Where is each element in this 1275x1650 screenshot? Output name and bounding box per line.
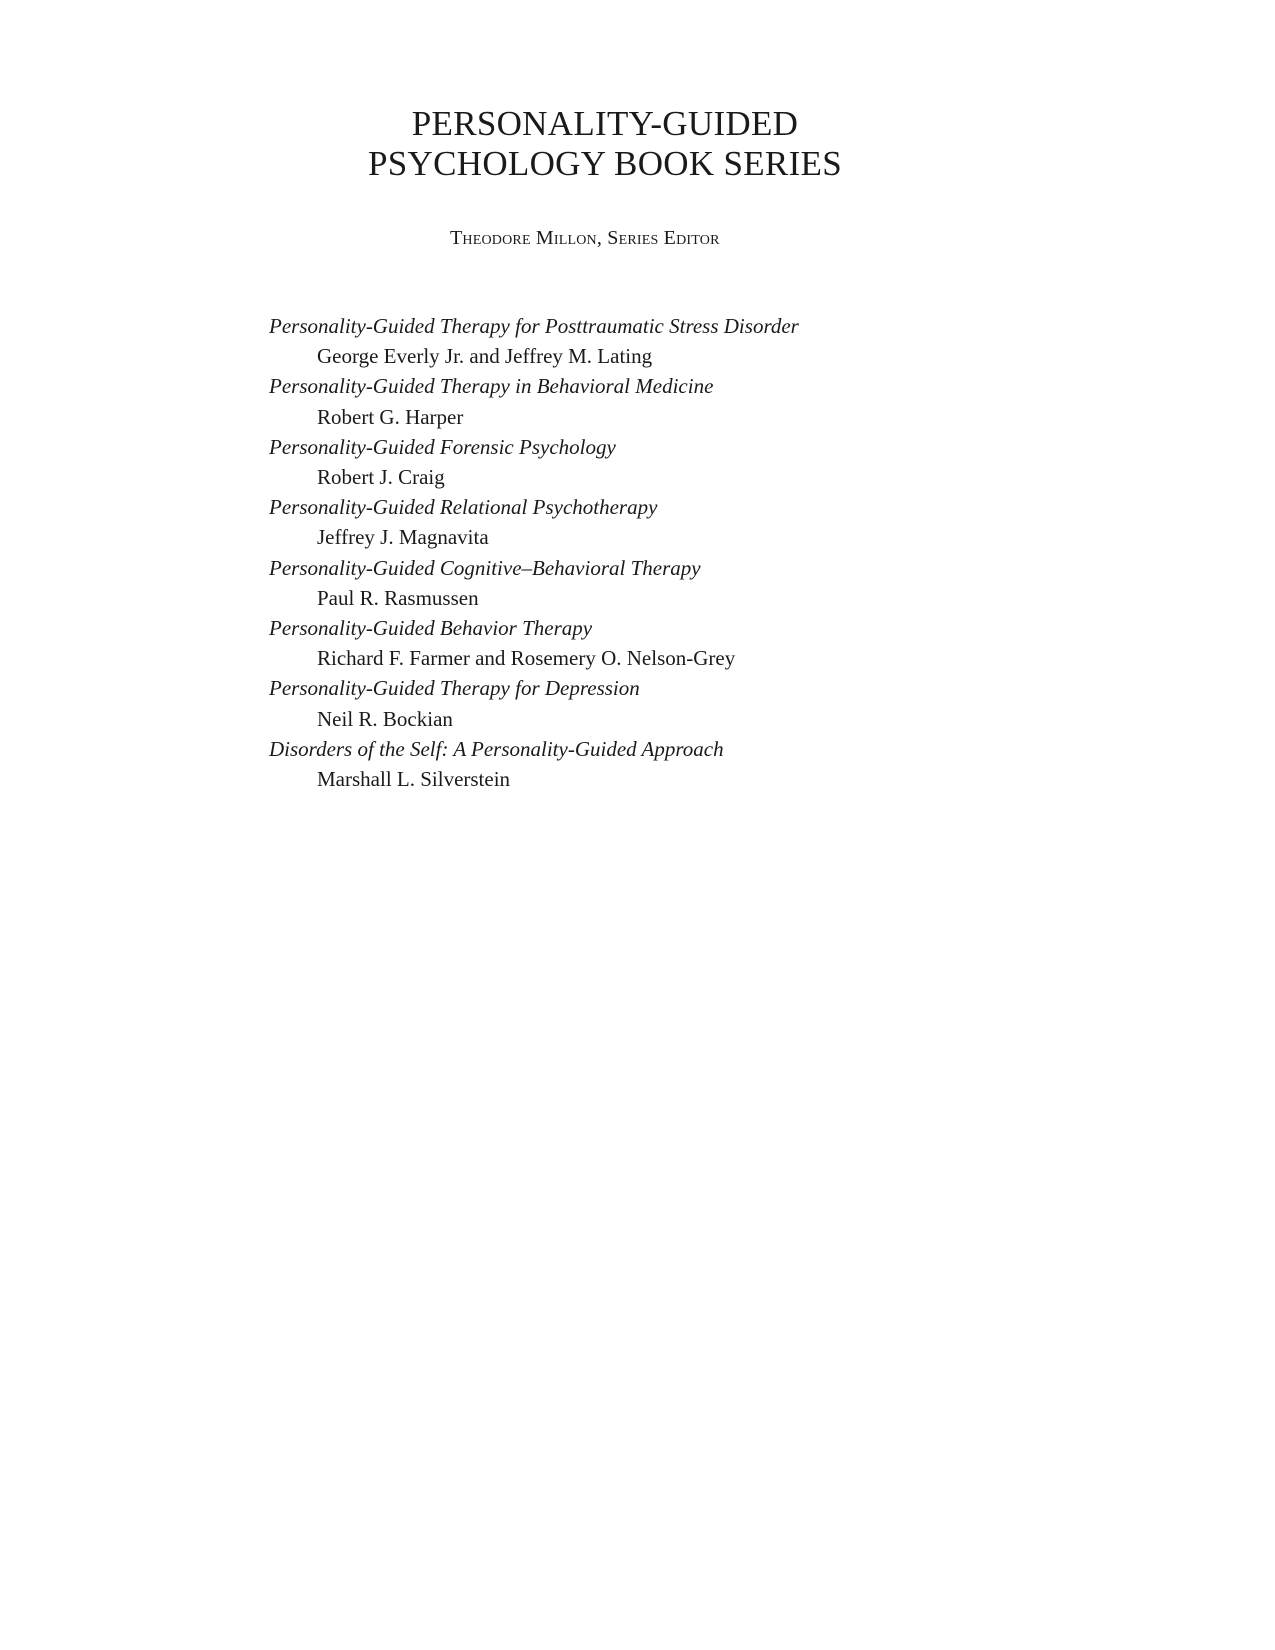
book-author: Jeffrey J. Magnavita bbox=[317, 525, 489, 550]
series-title-line1: PERSONALITY-GUIDED bbox=[411, 104, 799, 143]
series-title-line2: PSYCHOLOGY BOOK SERIES bbox=[368, 144, 842, 183]
list-item bbox=[269, 311, 1069, 371]
list-item bbox=[269, 673, 1069, 733]
book-title: Personality-Guided Therapy for Posttraumatic Stress Disorder bbox=[269, 314, 799, 338]
series-editor: Theodore Millon, Series Editor bbox=[450, 227, 720, 249]
list-item bbox=[269, 734, 1069, 794]
book-title: Personality-Guided Therapy in Behavioral Medicine bbox=[269, 374, 714, 399]
book-author: Neil R. Bockian bbox=[317, 706, 453, 731]
book-author: George Everly Jr. and Jeffrey M. Lating bbox=[317, 344, 653, 369]
book-title: Personality-Guided Relational Psychotherapy bbox=[269, 495, 658, 520]
book-author: Robert G. Harper bbox=[317, 404, 464, 429]
book-title: Personality-Guided Behavior Therapy bbox=[269, 616, 593, 641]
list-item bbox=[269, 432, 1069, 492]
book-title: Disorders of the Self: A Personality-Guided Approach bbox=[269, 736, 724, 761]
list-item bbox=[269, 371, 1069, 431]
book-author: Richard F. Farmer and Rosemery O. Nelson-Grey bbox=[317, 646, 736, 671]
book-list bbox=[269, 311, 1069, 794]
list-item bbox=[269, 553, 1069, 613]
book-author: Robert J. Craig bbox=[317, 465, 445, 490]
book-title: Personality-Guided Forensic Psychology bbox=[269, 434, 616, 459]
book-title: Personality-Guided Therapy for Depression bbox=[269, 676, 640, 701]
book-author: Paul R. Rasmussen bbox=[317, 585, 479, 610]
list-item bbox=[269, 613, 1069, 673]
scan-mark bbox=[460, 36, 462, 48]
series-title bbox=[0, 104, 1210, 184]
book-author: Marshall L. Silverstein bbox=[317, 767, 511, 792]
list-item bbox=[269, 492, 1069, 552]
book-title: Personality-Guided Cognitive–Behavioral Therapy bbox=[269, 555, 701, 580]
